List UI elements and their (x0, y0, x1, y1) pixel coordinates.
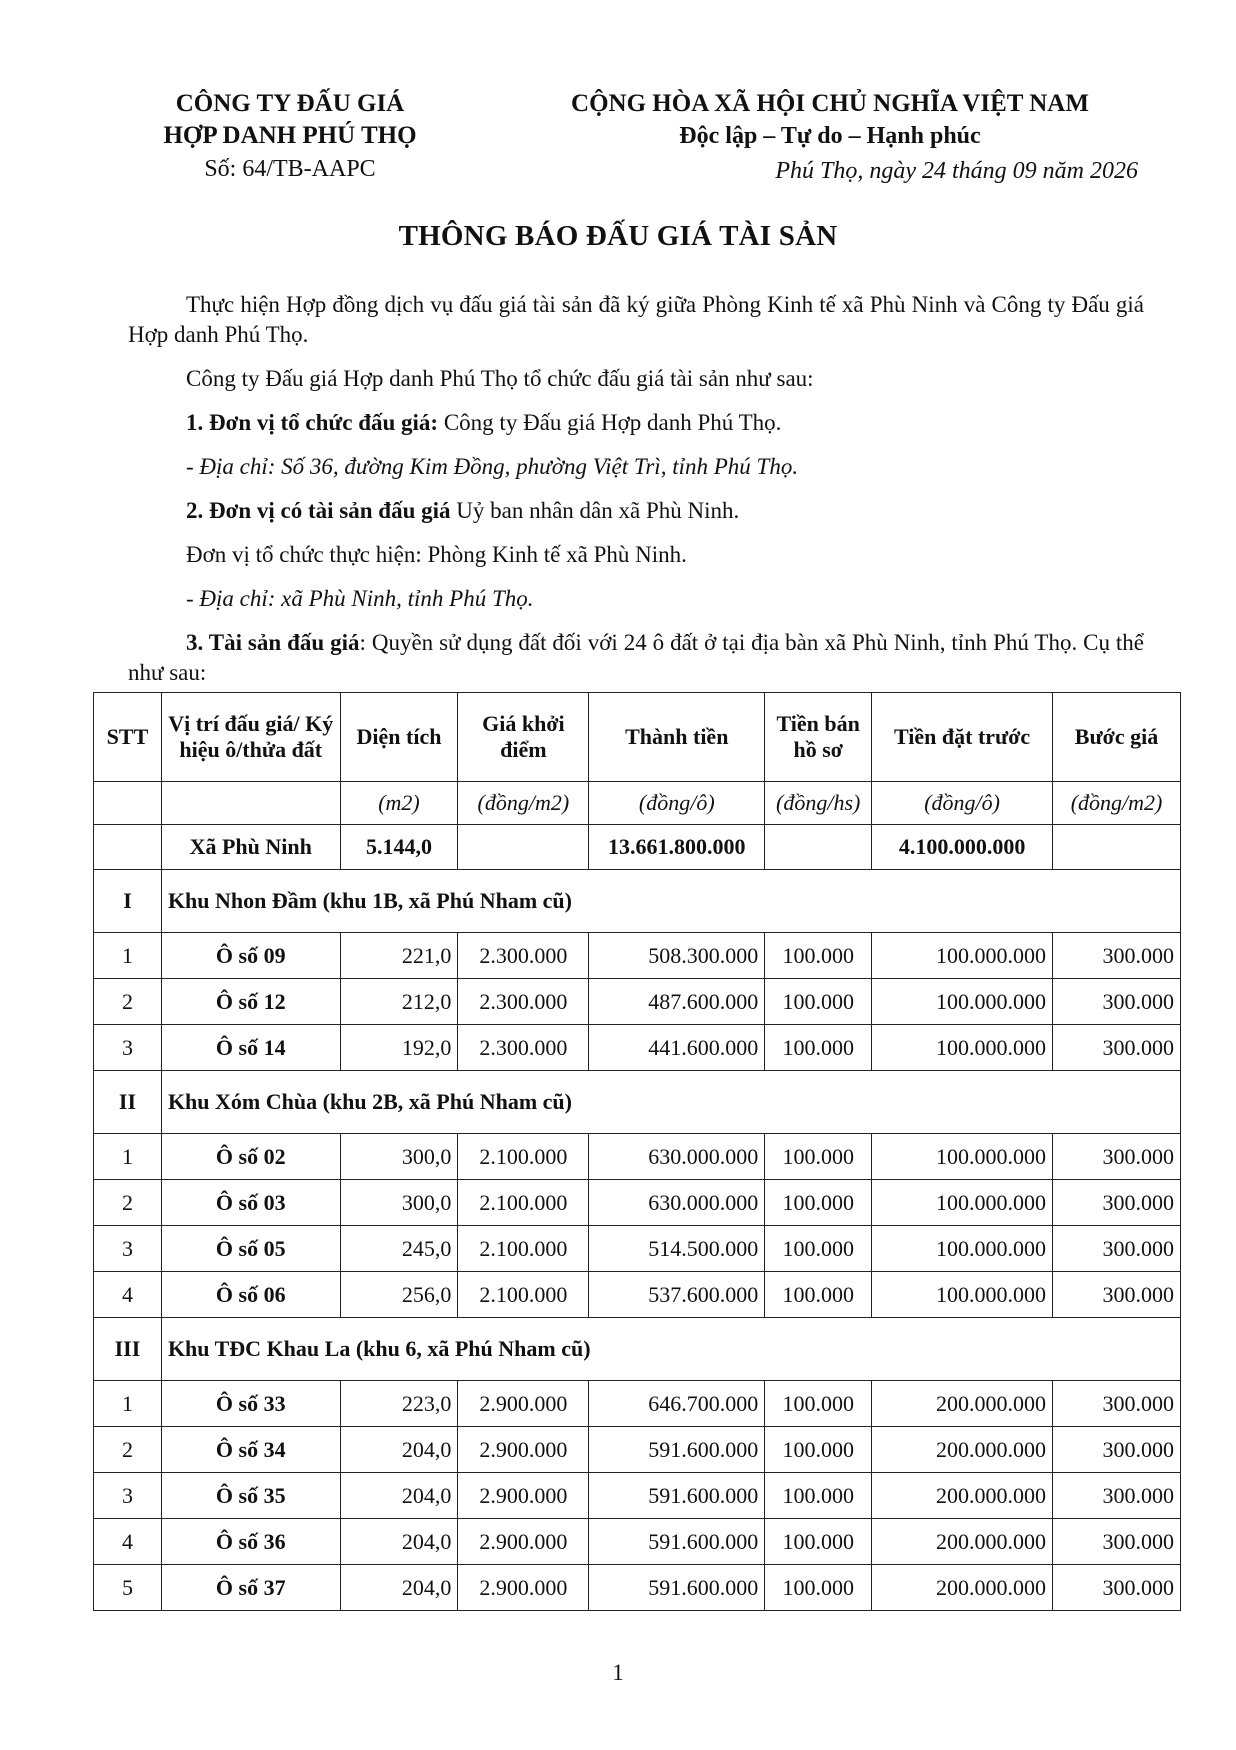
row-lot: Ô số 37 (161, 1565, 340, 1611)
row-start-price: 2.900.000 (458, 1565, 589, 1611)
row-area: 192,0 (340, 1025, 458, 1071)
row-area: 221,0 (340, 933, 458, 979)
row-dossier-fee: 100.000 (765, 1427, 872, 1473)
row-stt: 3 (94, 1226, 162, 1272)
total-fee (765, 825, 872, 870)
row-start-price: 2.900.000 (458, 1519, 589, 1565)
total-area: 5.144,0 (340, 825, 458, 870)
row-lot: Ô số 12 (161, 979, 340, 1025)
section-3-value: : Quyền sử dụng đất đối với 24 ô đất ở tại địa bàn xã Phù Ninh, tỉnh Phú Thọ. Cụ thể như sau: (128, 630, 1145, 685)
row-dossier-fee: 100.000 (765, 1381, 872, 1427)
row-amount: 514.500.000 (589, 1226, 765, 1272)
table-row (94, 1473, 1181, 1519)
issuer-block (130, 88, 450, 183)
section-1-label: 1. Đơn vị tổ chức đấu giá: (186, 410, 439, 435)
section-2-address: - Địa chỉ: xã Phù Ninh, tỉnh Phú Thọ. (186, 586, 534, 611)
section-3 (128, 628, 1144, 688)
row-start-price: 2.300.000 (458, 1025, 589, 1071)
row-area: 204,0 (340, 1427, 458, 1473)
row-amount: 591.600.000 (589, 1565, 765, 1611)
table-row (94, 1134, 1181, 1180)
row-start-price: 2.900.000 (458, 1473, 589, 1519)
row-bid-step: 300.000 (1053, 1565, 1181, 1611)
row-start-price: 2.300.000 (458, 979, 589, 1025)
row-dossier-fee: 100.000 (765, 933, 872, 979)
header-stt: STT (94, 693, 162, 782)
row-deposit: 200.000.000 (872, 1565, 1053, 1611)
total-stt (94, 825, 162, 870)
row-amount: 508.300.000 (589, 933, 765, 979)
unit-cell: (đồng/ô) (872, 782, 1053, 825)
row-start-price: 2.100.000 (458, 1226, 589, 1272)
row-stt: 4 (94, 1519, 162, 1565)
header-amount: Thành tiền (589, 693, 765, 782)
row-deposit: 200.000.000 (872, 1427, 1053, 1473)
row-lot: Ô số 14 (161, 1025, 340, 1071)
row-lot: Ô số 33 (161, 1381, 340, 1427)
table-row (94, 979, 1181, 1025)
total-name: Xã Phù Ninh (161, 825, 340, 870)
group-row (94, 870, 1181, 933)
section-2-executor: Đơn vị tổ chức thực hiện: Phòng Kinh tế xã Phù Ninh. (186, 542, 687, 567)
total-price (458, 825, 589, 870)
national-header (500, 88, 1160, 185)
section-2-value: Uỷ ban nhân dân xã Phù Ninh. (450, 498, 740, 523)
unit-cell (161, 782, 340, 825)
total-step (1053, 825, 1181, 870)
row-deposit: 200.000.000 (872, 1519, 1053, 1565)
row-bid-step: 300.000 (1053, 1519, 1181, 1565)
group-number: I (94, 870, 162, 933)
row-lot: Ô số 34 (161, 1427, 340, 1473)
group-row (94, 1318, 1181, 1381)
row-amount: 646.700.000 (589, 1381, 765, 1427)
table-row (94, 933, 1181, 979)
intro-paragraph: Thực hiện Hợp đồng dịch vụ đấu giá tài sản đã ký giữa Phòng Kinh tế xã Phù Ninh và Công ty Đấu giá Hợp danh Phú Thọ. (128, 292, 1144, 347)
table-row (94, 1565, 1181, 1611)
page-number: 1 (612, 1660, 624, 1685)
table-row (94, 1427, 1181, 1473)
group-name: Khu Xóm Chùa (khu 2B, xã Phú Nham cũ) (161, 1071, 1180, 1134)
row-deposit: 100.000.000 (872, 1180, 1053, 1226)
row-area: 212,0 (340, 979, 458, 1025)
row-area: 256,0 (340, 1272, 458, 1318)
row-lot: Ô số 09 (161, 933, 340, 979)
row-amount: 591.600.000 (589, 1473, 765, 1519)
row-amount: 441.600.000 (589, 1025, 765, 1071)
issuer-name-line1: CÔNG TY ĐẤU GIÁ (175, 90, 405, 117)
row-lot: Ô số 06 (161, 1272, 340, 1318)
row-start-price: 2.100.000 (458, 1134, 589, 1180)
header-bid-step: Bước giá (1053, 693, 1181, 782)
section-3-label: 3. Tài sản đấu giá (186, 630, 360, 655)
row-bid-step: 300.000 (1053, 1272, 1181, 1318)
row-stt: 2 (94, 1180, 162, 1226)
row-bid-step: 300.000 (1053, 1381, 1181, 1427)
unit-cell: (đồng/m2) (458, 782, 589, 825)
row-start-price: 2.900.000 (458, 1381, 589, 1427)
group-name: Khu Nhon Đầm (khu 1B, xã Phú Nham cũ) (161, 870, 1180, 933)
unit-cell (94, 782, 162, 825)
table-header-row (94, 693, 1181, 782)
row-stt: 2 (94, 979, 162, 1025)
total-deposit: 4.100.000.000 (872, 825, 1053, 870)
row-amount: 487.600.000 (589, 979, 765, 1025)
row-lot: Ô số 03 (161, 1180, 340, 1226)
table-row (94, 1519, 1181, 1565)
row-start-price: 2.100.000 (458, 1180, 589, 1226)
row-stt: 3 (94, 1473, 162, 1519)
row-dossier-fee: 100.000 (765, 1272, 872, 1318)
row-area: 223,0 (340, 1381, 458, 1427)
unit-cell: (đồng/m2) (1053, 782, 1181, 825)
row-lot: Ô số 36 (161, 1519, 340, 1565)
row-stt: 4 (94, 1272, 162, 1318)
row-bid-step: 300.000 (1053, 933, 1181, 979)
row-deposit: 100.000.000 (872, 1272, 1053, 1318)
unit-cell: (đồng/hs) (765, 782, 872, 825)
table-row (94, 1025, 1181, 1071)
row-deposit: 100.000.000 (872, 979, 1053, 1025)
row-dossier-fee: 100.000 (765, 1565, 872, 1611)
intro-paragraph-2: Công ty Đấu giá Hợp danh Phú Thọ tổ chức đấu giá tài sản như sau: (186, 366, 814, 391)
row-bid-step: 300.000 (1053, 1025, 1181, 1071)
row-amount: 537.600.000 (589, 1272, 765, 1318)
section-1-address: - Địa chỉ: Số 36, đường Kim Đồng, phường Việt Trì, tỉnh Phú Thọ. (186, 454, 799, 479)
row-lot: Ô số 05 (161, 1226, 340, 1272)
table-row (94, 1381, 1181, 1427)
header-dossier-fee: Tiền bán hồ sơ (765, 693, 872, 782)
row-dossier-fee: 100.000 (765, 1180, 872, 1226)
section-2 (128, 496, 1144, 526)
document-body (128, 290, 1144, 688)
header-start-price: Giá khởi điểm (458, 693, 589, 782)
row-stt: 2 (94, 1427, 162, 1473)
units-row (94, 782, 1181, 825)
section-1 (128, 408, 1144, 438)
unit-cell: (đồng/ô) (589, 782, 765, 825)
total-row (94, 825, 1181, 870)
group-number: II (94, 1071, 162, 1134)
assets-table (93, 692, 1181, 1611)
national-motto: Độc lập – Tự do – Hạnh phúc (679, 123, 981, 149)
row-lot: Ô số 02 (161, 1134, 340, 1180)
table-row (94, 1272, 1181, 1318)
nation-name: CỘNG HÒA XÃ HỘI CHỦ NGHĨA VIỆT NAM (571, 90, 1089, 117)
row-bid-step: 300.000 (1053, 1473, 1181, 1519)
document-title: THÔNG BÁO ĐẤU GIÁ TÀI SẢN (398, 220, 838, 252)
group-name: Khu TĐC Khau La (khu 6, xã Phú Nham cũ) (161, 1318, 1180, 1381)
issuer-name-line2: HỢP DANH PHÚ THỌ (163, 122, 417, 149)
header-location: Vị trí đấu giá/ Ký hiệu ô/thửa đất (161, 693, 340, 782)
row-area: 300,0 (340, 1134, 458, 1180)
row-stt: 1 (94, 1381, 162, 1427)
row-dossier-fee: 100.000 (765, 1025, 872, 1071)
header-area: Diện tích (340, 693, 458, 782)
row-dossier-fee: 100.000 (765, 1519, 872, 1565)
row-stt: 3 (94, 1025, 162, 1071)
total-amount: 13.661.800.000 (589, 825, 765, 870)
row-dossier-fee: 100.000 (765, 1226, 872, 1272)
row-amount: 630.000.000 (589, 1134, 765, 1180)
row-amount: 591.600.000 (589, 1519, 765, 1565)
row-area: 204,0 (340, 1473, 458, 1519)
unit-cell: (m2) (340, 782, 458, 825)
document-number: Số: 64/TB-AAPC (204, 156, 376, 182)
row-dossier-fee: 100.000 (765, 979, 872, 1025)
row-start-price: 2.900.000 (458, 1427, 589, 1473)
row-start-price: 2.300.000 (458, 933, 589, 979)
row-bid-step: 300.000 (1053, 1427, 1181, 1473)
row-stt: 1 (94, 1134, 162, 1180)
row-area: 204,0 (340, 1519, 458, 1565)
group-number: III (94, 1318, 162, 1381)
row-deposit: 100.000.000 (872, 1025, 1053, 1071)
group-row (94, 1071, 1181, 1134)
row-deposit: 200.000.000 (872, 1381, 1053, 1427)
table-row (94, 1226, 1181, 1272)
row-deposit: 200.000.000 (872, 1473, 1053, 1519)
table-row (94, 1180, 1181, 1226)
row-start-price: 2.100.000 (458, 1272, 589, 1318)
row-lot: Ô số 35 (161, 1473, 340, 1519)
row-amount: 630.000.000 (589, 1180, 765, 1226)
row-dossier-fee: 100.000 (765, 1134, 872, 1180)
row-area: 204,0 (340, 1565, 458, 1611)
section-2-label: 2. Đơn vị có tài sản đấu giá (186, 498, 451, 523)
row-bid-step: 300.000 (1053, 1134, 1181, 1180)
section-1-value: Công ty Đấu giá Hợp danh Phú Thọ. (438, 410, 782, 435)
row-deposit: 100.000.000 (872, 933, 1053, 979)
row-deposit: 100.000.000 (872, 1226, 1053, 1272)
row-stt: 1 (94, 933, 162, 979)
row-stt: 5 (94, 1565, 162, 1611)
row-bid-step: 300.000 (1053, 979, 1181, 1025)
row-amount: 591.600.000 (589, 1427, 765, 1473)
row-bid-step: 300.000 (1053, 1226, 1181, 1272)
document-date: Phú Thọ, ngày 24 tháng 09 năm 2026 (775, 158, 1138, 184)
row-bid-step: 300.000 (1053, 1180, 1181, 1226)
row-area: 245,0 (340, 1226, 458, 1272)
row-dossier-fee: 100.000 (765, 1473, 872, 1519)
row-deposit: 100.000.000 (872, 1134, 1053, 1180)
header-deposit: Tiền đặt trước (872, 693, 1053, 782)
row-area: 300,0 (340, 1180, 458, 1226)
